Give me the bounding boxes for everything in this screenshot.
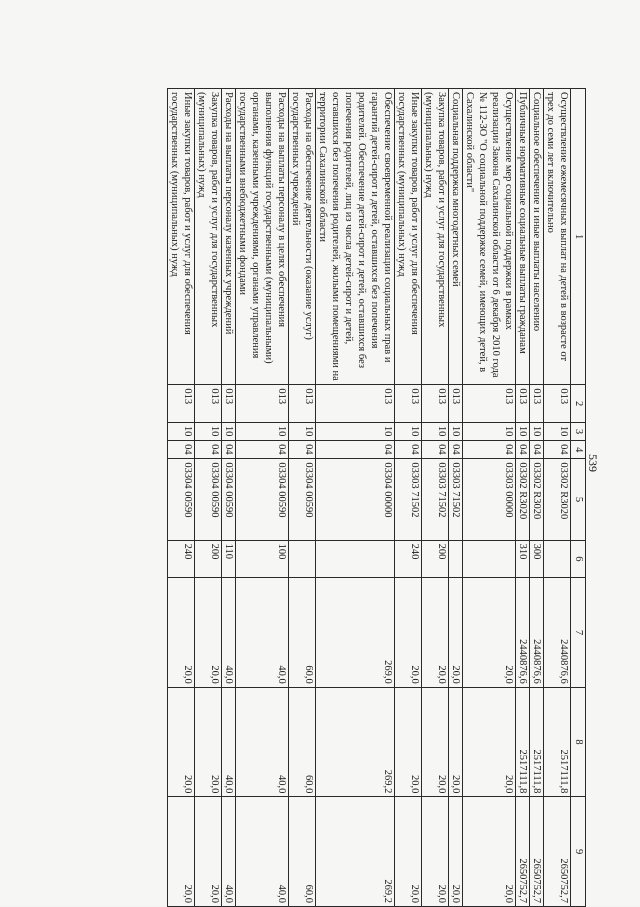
column-header: 3 <box>571 422 586 440</box>
amount-year2-cell: 20,0 <box>422 687 449 797</box>
table-row <box>195 89 222 907</box>
row-name-cell: Расходы на выплаты персоналу в целях обеспечения выполнения функций государственными (муниципальными) органами, казенными учреждениями, органами управления государственными внебюджетными фондами <box>236 89 289 385</box>
expense-type-cell: 110 <box>222 540 236 578</box>
section-cell: 10 <box>222 422 236 440</box>
table-row <box>449 89 463 907</box>
expense-type-cell: 100 <box>236 540 289 578</box>
row-name-cell: Расходы на обеспечение деятельности (оказание услуг) государственных учреждений <box>289 89 316 385</box>
subsection-cell: 04 <box>449 441 463 459</box>
amount-year1-cell: 2440876,6 <box>530 578 544 688</box>
amount-year2-cell: 60,0 <box>289 687 316 797</box>
amount-year1-cell: 2440876,6 <box>516 578 530 688</box>
table-row <box>395 89 422 907</box>
amount-year1-cell: 40,0 <box>222 578 236 688</box>
subsection-cell: 04 <box>530 441 544 459</box>
expense-type-cell <box>316 540 395 578</box>
expense-type-cell <box>463 540 516 578</box>
subsection-cell: 04 <box>422 441 449 459</box>
amount-year3-cell: 20,0 <box>168 797 195 907</box>
section-cell: 10 <box>530 422 544 440</box>
subsection-cell: 04 <box>195 441 222 459</box>
amount-year1-cell: 20,0 <box>449 578 463 688</box>
ministry-code-cell: 013 <box>289 385 316 423</box>
amount-year3-cell: 20,0 <box>422 797 449 907</box>
table-row <box>316 89 395 907</box>
table-row <box>289 89 316 907</box>
row-name-cell: Иные закупки товаров, работ и услуг для обеспечения государственных (муниципальных) нужд <box>395 89 422 385</box>
amount-year1-cell: 40,0 <box>236 578 289 688</box>
target-article-cell: 03304 00000 <box>316 459 395 540</box>
amount-year1-cell: 20,0 <box>463 578 516 688</box>
table-row <box>463 89 516 907</box>
subsection-cell: 04 <box>222 441 236 459</box>
table-row <box>516 89 530 907</box>
target-article-cell: 03303 71502 <box>395 459 422 540</box>
amount-year2-cell: 269,2 <box>316 687 395 797</box>
section-cell: 10 <box>449 422 463 440</box>
amount-year3-cell: 60,0 <box>289 797 316 907</box>
table-row <box>236 89 289 907</box>
row-name-cell: Публичные нормативные социальные выплаты гражданам <box>516 89 530 385</box>
amount-year2-cell: 2517111,8 <box>516 687 530 797</box>
column-number-row <box>571 89 586 907</box>
ministry-code-cell: 013 <box>168 385 195 423</box>
section-cell: 10 <box>195 422 222 440</box>
section-cell: 10 <box>516 422 530 440</box>
ministry-code-cell: 013 <box>516 385 530 423</box>
target-article-cell: 03302 R3020 <box>516 459 530 540</box>
subsection-cell: 04 <box>544 441 571 459</box>
section-cell: 10 <box>316 422 395 440</box>
subsection-cell: 04 <box>316 441 395 459</box>
amount-year1-cell: 20,0 <box>395 578 422 688</box>
amount-year1-cell: 60,0 <box>289 578 316 688</box>
amount-year2-cell: 40,0 <box>236 687 289 797</box>
table-row <box>422 89 449 907</box>
subsection-cell: 04 <box>395 441 422 459</box>
ministry-code-cell: 013 <box>530 385 544 423</box>
expense-type-cell: 200 <box>422 540 449 578</box>
target-article-cell: 03302 R3020 <box>544 459 571 540</box>
expense-type-cell: 200 <box>195 540 222 578</box>
column-header: 2 <box>571 385 586 423</box>
expense-type-cell <box>544 540 571 578</box>
amount-year2-cell: 20,0 <box>168 687 195 797</box>
page-number: 539 <box>586 454 600 472</box>
column-header: 9 <box>571 797 586 907</box>
amount-year3-cell: 2650752,7 <box>516 797 530 907</box>
section-cell: 10 <box>422 422 449 440</box>
expense-type-cell <box>449 540 463 578</box>
amount-year2-cell: 20,0 <box>395 687 422 797</box>
amount-year3-cell: 20,0 <box>463 797 516 907</box>
amount-year3-cell: 20,0 <box>449 797 463 907</box>
amount-year3-cell: 40,0 <box>236 797 289 907</box>
amount-year1-cell: 269,0 <box>316 578 395 688</box>
section-cell: 10 <box>395 422 422 440</box>
ministry-code-cell: 013 <box>422 385 449 423</box>
subsection-cell: 04 <box>516 441 530 459</box>
amount-year2-cell: 40,0 <box>222 687 236 797</box>
column-header: 8 <box>571 687 586 797</box>
row-name-cell: Расходы на выплаты персоналу казенных учреждений <box>222 89 236 385</box>
amount-year3-cell: 20,0 <box>195 797 222 907</box>
table-row <box>168 89 195 907</box>
budget-table <box>167 88 586 907</box>
section-cell: 10 <box>544 422 571 440</box>
expense-type-cell: 300 <box>530 540 544 578</box>
section-cell: 10 <box>289 422 316 440</box>
amount-year3-cell: 269,2 <box>316 797 395 907</box>
expense-type-cell: 240 <box>168 540 195 578</box>
table-row <box>222 89 236 907</box>
row-name-cell: Осуществление ежемесячных выплат на детей в возрасте от трех до семи лет включительно <box>544 89 571 385</box>
target-article-cell: 03303 00000 <box>463 459 516 540</box>
column-header: 6 <box>571 540 586 578</box>
subsection-cell: 04 <box>236 441 289 459</box>
ministry-code-cell: 013 <box>544 385 571 423</box>
target-article-cell: 03302 R3020 <box>530 459 544 540</box>
amount-year3-cell: 40,0 <box>222 797 236 907</box>
column-header: 1 <box>571 89 586 385</box>
amount-year3-cell: 2650752,7 <box>544 797 571 907</box>
amount-year3-cell: 2650752,7 <box>530 797 544 907</box>
target-article-cell: 03304 00590 <box>236 459 289 540</box>
ministry-code-cell: 013 <box>449 385 463 423</box>
expense-type-cell <box>289 540 316 578</box>
amount-year2-cell: 2517111,8 <box>530 687 544 797</box>
ministry-code-cell: 013 <box>316 385 395 423</box>
ministry-code-cell: 013 <box>222 385 236 423</box>
expense-type-cell: 310 <box>516 540 530 578</box>
ministry-code-cell: 013 <box>395 385 422 423</box>
amount-year1-cell: 20,0 <box>422 578 449 688</box>
target-article-cell: 03303 71502 <box>449 459 463 540</box>
ministry-code-cell: 013 <box>236 385 289 423</box>
amount-year1-cell: 20,0 <box>168 578 195 688</box>
target-article-cell: 03304 00590 <box>289 459 316 540</box>
column-header: 5 <box>571 459 586 540</box>
target-article-cell: 03303 71502 <box>422 459 449 540</box>
row-name-cell: Закупка товаров, работ и услуг для государственных (муниципальных) нужд <box>195 89 222 385</box>
section-cell: 10 <box>168 422 195 440</box>
amount-year2-cell: 20,0 <box>449 687 463 797</box>
amount-year2-cell: 20,0 <box>195 687 222 797</box>
target-article-cell: 03304 00590 <box>168 459 195 540</box>
target-article-cell: 03304 00590 <box>222 459 236 540</box>
expense-type-cell: 240 <box>395 540 422 578</box>
amount-year1-cell: 2440876,6 <box>544 578 571 688</box>
row-name-cell: Осуществление мер социальной поддержки в рамках реализации Закона Сахалинской области от 6 декабря 2010 года № 112-ЗО "О социальной поддержке семей, имеющих детей, в Сахалинской области" <box>463 89 516 385</box>
row-name-cell: Социальное обеспечение и иные выплаты населению <box>530 89 544 385</box>
row-name-cell: Обеспечение своевременной реализации социальных прав и гарантий детей-сирот и детей, оставшихся без попечения родителей. Обеспечение детей-сирот и детей, оставшихся без попечения родителей, лиц из числа детей-сирот и детей, оставшихся без попечения родителей, жилыми помещениями на территории Сахалинской области <box>316 89 395 385</box>
column-header: 4 <box>571 441 586 459</box>
section-cell: 10 <box>463 422 516 440</box>
subsection-cell: 04 <box>289 441 316 459</box>
target-article-cell: 03304 00590 <box>195 459 222 540</box>
ministry-code-cell: 013 <box>463 385 516 423</box>
subsection-cell: 04 <box>168 441 195 459</box>
amount-year3-cell: 20,0 <box>395 797 422 907</box>
amount-year2-cell: 2517111,8 <box>544 687 571 797</box>
row-name-cell: Социальная поддержка многодетных семей <box>449 89 463 385</box>
row-name-cell: Закупка товаров, работ и услуг для государственных (муниципальных) нужд <box>422 89 449 385</box>
row-name-cell: Иные закупки товаров, работ и услуг для обеспечения государственных (муниципальных) нужд <box>168 89 195 385</box>
column-header: 7 <box>571 578 586 688</box>
subsection-cell: 04 <box>463 441 516 459</box>
amount-year2-cell: 20,0 <box>463 687 516 797</box>
amount-year1-cell: 20,0 <box>195 578 222 688</box>
section-cell: 10 <box>236 422 289 440</box>
table-row <box>530 89 544 907</box>
table-row <box>544 89 571 907</box>
ministry-code-cell: 013 <box>195 385 222 423</box>
